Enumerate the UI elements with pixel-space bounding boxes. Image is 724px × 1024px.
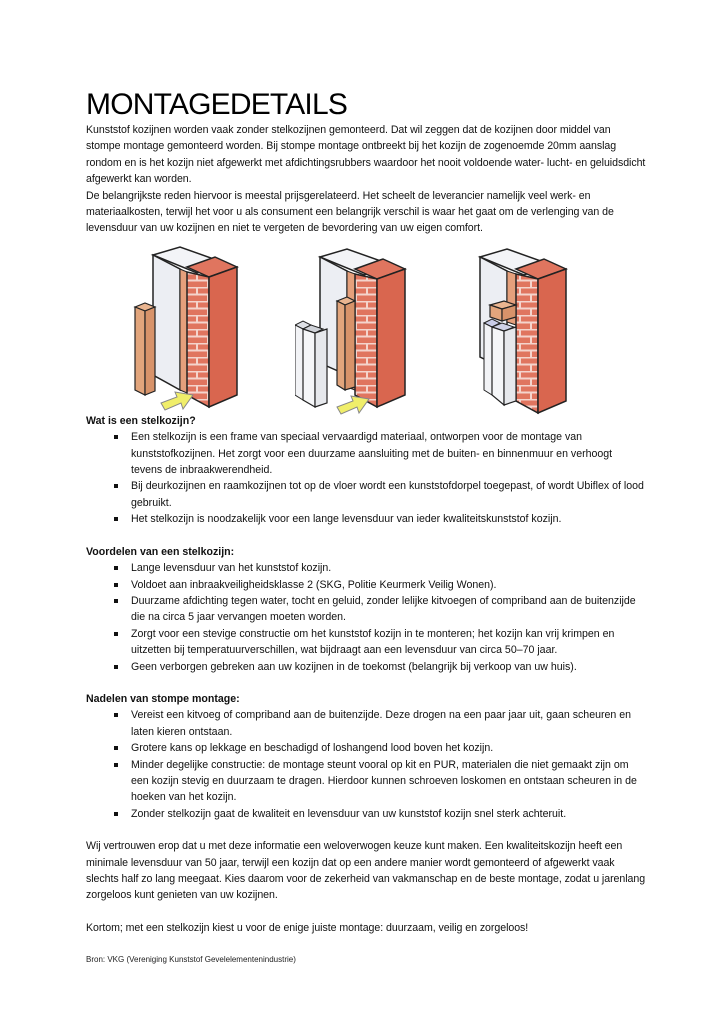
list-item: Bij deurkozijnen en raamkozijnen tot op de vloer wordt een kunststofdorpel toegepast, of wordt Ubiflex of lood gebruikt. <box>86 478 646 511</box>
stelkozijn-plaatsing-illustration <box>295 245 425 420</box>
closing-paragraph-2: Kortom; met een stelkozijn kiest u voor de enige juiste montage: duurzaam, veilig en zorgeloos! <box>86 921 529 934</box>
document-page <box>86 88 646 936</box>
closing-paragraph-1: Wij vertrouwen erop dat u met deze informatie een weloverwogen keuze kunt maken. Een kwaliteitskozijn heeft een minimale levensduur van 50 jaar, terwijl een kozijn dat op een andere manier wordt gemonteerd of afgewerkt vaak slechts half zo lang meegaat. Kies daarom voor de zekerheid van vakmanschap en de beste montage, zodat u jarenlang zorgeloos kunt genieten van uw kozijnen. <box>86 840 646 902</box>
list-item: Vereist een kitvoeg of compriband aan de buitenzijde. Deze drogen na een paar jaar uit, gaan scheuren en laten kieren ontstaan. <box>86 707 646 740</box>
stelkozijn-gemonteerd-illustration <box>470 245 600 420</box>
list-item: Lange levensduur van het kunststof kozijn. <box>86 560 646 576</box>
arrow-icon <box>337 396 369 414</box>
page-title: MONTAGEDETAILS <box>86 88 348 121</box>
section-heading-nadelen: Nadelen van stompe montage: <box>86 692 240 705</box>
intro-paragraph-2: De belangrijkste reden hiervoor is meestal prijsgerelateerd. Het scheelt de leverancier namelijk veel werk- en materiaalkosten, terwijl het voor u als consument een belangrijk verschil is waar het gaat om de verlenging van de levensduur van uw kozijnen en niet te vergeten de bevordering van uw eigen comfort. <box>86 189 614 235</box>
stompe-montage-illustration <box>125 245 255 420</box>
list-item: Geen verborgen gebreken aan uw kozijnen in de toekomst (belangrijk bij verkoop van uw huis). <box>86 659 646 675</box>
bullet-list-voordelen <box>86 560 646 675</box>
list-item: Grotere kans op lekkage en beschadigd of loshangend lood boven het kozijn. <box>86 740 646 756</box>
illustration-row <box>0 245 724 420</box>
bullet-list-nadelen <box>86 707 646 822</box>
source-footer: Bron: VKG (Vereniging Kunststof Gevelelementenindustrie) <box>86 955 296 964</box>
section-heading-wat-is: Wat is een stelkozijn? <box>86 414 196 427</box>
list-item: Duurzame afdichting tegen water, tocht en geluid, zonder lelijke kitvoegen of compriband aan de buitenzijde die na circa 5 jaar vervangen moeten worden. <box>86 593 646 626</box>
section-heading-voordelen: Voordelen van een stelkozijn: <box>86 545 235 558</box>
list-item: Het stelkozijn is noodzakelijk voor een lange levensduur van ieder kwaliteitskunststof kozijn. <box>86 511 646 527</box>
intro-paragraph-1: Kunststof kozijnen worden vaak zonder stelkozijnen gemonteerd. Dat wil zeggen dat de kozijnen door middel van stompe montage gemonteerd worden. Bij stompe montage ontbreekt bij het kozijn de zogenoemde 20mm aanslag rondom en is het kozijn niet afgewerkt met afdichtingsrubbers waardoor het nooit voldoende water- lucht- en geluidsdicht afgewerkt kan worden. <box>86 124 646 186</box>
list-item: Zorgt voor een stevige constructie om het kunststof kozijn in te monteren; het kozijn kan vrij krimpen en uitzetten bij temperatuurverschillen, wat bijdraagt aan een levensduur van circa 50–70 jaar. <box>86 626 646 659</box>
arrow-icon <box>161 392 193 410</box>
bullet-list-wat-is <box>86 429 646 527</box>
list-item: Zonder stelkozijn gaat de kwaliteit en levensduur van uw kunststof kozijn snel sterk achteruit. <box>86 806 646 822</box>
list-item: Een stelkozijn is een frame van speciaal vervaardigd materiaal, ontworpen voor de montage van kunststofkozijnen. Het zorgt voor een duurzame aansluiting met de buiten- en binnenmuur en verhoogt tevens de inbraakwerendheid. <box>86 429 646 478</box>
list-item: Voldoet aan inbraakveiligheidsklasse 2 (SKG, Politie Keurmerk Veilig Wonen). <box>86 577 646 593</box>
list-item: Minder degelijke constructie: de montage steunt vooral op kit en PUR, materialen die niet gemaakt zijn om een kozijn stevig en duurzaam te dragen. Hierdoor kunnen schroeven loskomen en ontstaan scheuren in de hoeken van het kozijn. <box>86 757 646 806</box>
